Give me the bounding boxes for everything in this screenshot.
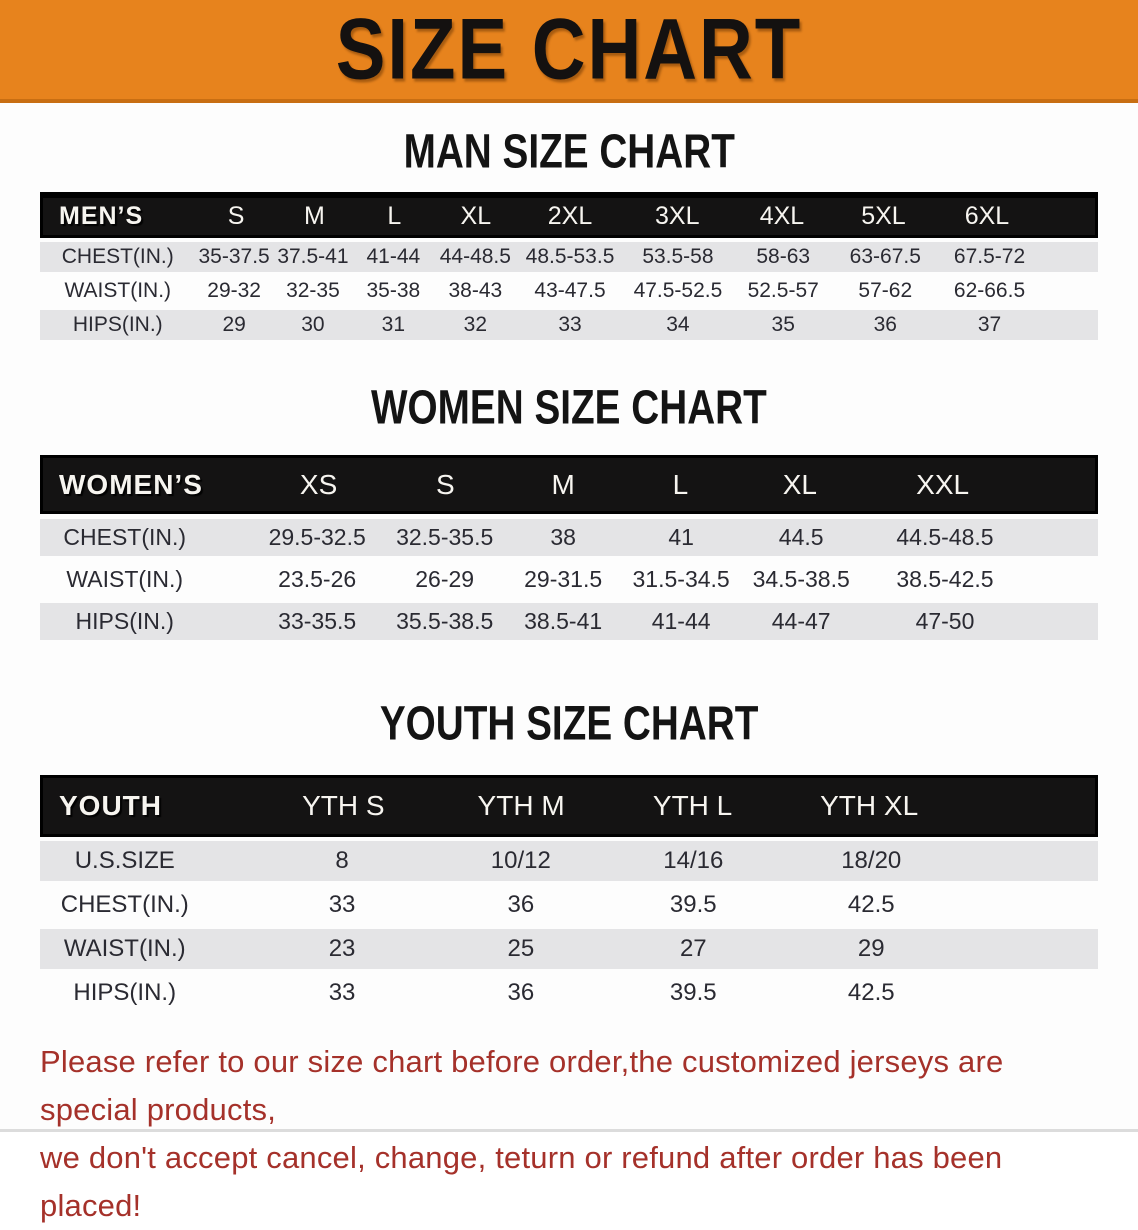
column-header: 3XL	[655, 202, 700, 230]
row-label: WAIST(IN.)	[63, 935, 186, 962]
cell-value: 44-48.5	[439, 245, 511, 268]
cell-value: 29	[857, 935, 885, 962]
table-row	[40, 973, 1098, 1013]
cell-value: 33	[328, 891, 356, 918]
cell-value: 23.5-26	[278, 566, 357, 592]
table-row	[40, 885, 1098, 925]
column-header: M	[303, 202, 325, 230]
table-row	[40, 841, 1098, 881]
column-header: XXL	[916, 468, 970, 500]
men-size-table	[40, 192, 1098, 340]
row-label: U.S.SIZE	[74, 847, 175, 874]
cell-value: 32	[463, 313, 488, 336]
column-header: YTH XL	[820, 790, 919, 821]
cell-value: 34	[666, 313, 690, 336]
cell-value: 53.5-58	[642, 245, 714, 268]
cell-value: 25	[507, 935, 535, 962]
cell-value: 38	[550, 524, 576, 550]
cell-value: 42.5	[847, 979, 895, 1006]
column-header: 2XL	[547, 202, 593, 230]
column-header: XL	[782, 468, 817, 500]
table-row	[40, 929, 1098, 969]
row-label: CHEST(IN.)	[63, 524, 187, 550]
cell-value: 14/16	[663, 847, 724, 874]
cell-value: 47-50	[915, 608, 975, 634]
title-banner	[0, 0, 1138, 103]
column-header: YTH M	[477, 790, 565, 821]
table-corner-label: YOUTH	[59, 790, 162, 821]
cell-value: 48.5-53.5	[525, 245, 615, 268]
row-label: CHEST(IN.)	[61, 245, 174, 268]
cell-value: 58-63	[756, 245, 811, 268]
women-section-heading	[0, 380, 1138, 435]
column-header: YTH S	[302, 790, 385, 821]
cell-value: 35-38	[366, 279, 421, 302]
cell-value: 38.5-42.5	[896, 566, 994, 592]
cell-value: 41-44	[366, 245, 421, 268]
footer-note-line2: we don't accept cancel, change, teturn or refund after order has been placed!	[40, 1140, 1003, 1223]
column-header: YTH L	[652, 790, 733, 821]
cell-value: 29.5-32.5	[268, 524, 366, 550]
cell-value: 44-47	[771, 608, 831, 634]
page-title: SIZE CHART	[335, 1, 803, 98]
cell-value: 36	[873, 313, 897, 336]
cell-value: 42.5	[847, 891, 895, 918]
column-header: 6XL	[964, 202, 1010, 230]
cell-value: 44.5-48.5	[896, 524, 994, 550]
row-label: WAIST(IN.)	[64, 279, 172, 302]
cell-value: 44.5	[778, 524, 824, 550]
women-size-table	[40, 455, 1098, 640]
table-corner-label: MEN’S	[59, 202, 144, 230]
column-header: L	[387, 202, 402, 230]
table-row	[40, 276, 1098, 306]
column-header: M	[551, 468, 575, 500]
table-row	[40, 603, 1098, 640]
cell-value: 39.5	[669, 979, 717, 1006]
cell-value: 62-66.5	[953, 279, 1026, 302]
column-header: S	[436, 468, 455, 500]
youth-size-table	[40, 775, 1098, 1013]
column-header: XS	[299, 468, 338, 500]
cell-value: 31	[381, 313, 406, 336]
column-header: 4XL	[759, 202, 805, 230]
row-label: HIPS(IN.)	[75, 608, 174, 634]
cell-value: 36	[507, 891, 535, 918]
cell-value: 31.5-34.5	[632, 566, 730, 592]
cell-value: 38-43	[448, 279, 503, 302]
row-label: HIPS(IN.)	[73, 979, 177, 1006]
cell-value: 43-47.5	[534, 279, 606, 302]
cell-value: 35-37.5	[198, 245, 270, 268]
cell-value: 35	[771, 313, 795, 336]
cell-value: 33	[328, 979, 356, 1006]
table-header-row	[40, 455, 1098, 514]
women-section-heading-text: WOMEN SIZE CHART	[371, 380, 767, 435]
table-row	[40, 242, 1098, 272]
cell-value: 29-31.5	[524, 566, 603, 592]
cell-value: 52.5-57	[747, 279, 819, 302]
column-header: 5XL	[861, 202, 906, 230]
cell-value: 29-32	[207, 279, 261, 302]
cell-value: 47.5-52.5	[633, 279, 723, 302]
cell-value: 26-29	[415, 566, 475, 592]
table-row	[40, 310, 1098, 340]
table-header-row	[40, 775, 1098, 837]
table-header-row	[40, 192, 1098, 238]
youth-section-heading	[0, 696, 1138, 751]
cell-value: 34.5-38.5	[752, 566, 850, 592]
table-corner-label: WOMEN’S	[59, 468, 203, 500]
men-section-heading-text: MAN SIZE CHART	[403, 124, 735, 179]
cell-value: 38.5-41	[524, 608, 603, 634]
cell-value: 29	[222, 313, 246, 336]
column-header: XL	[460, 202, 492, 230]
column-header: S	[227, 202, 245, 230]
cell-value: 37	[977, 313, 1002, 336]
cell-value: 23	[328, 935, 356, 962]
footer-note	[0, 1038, 1138, 1230]
cell-value: 57-62	[858, 279, 913, 302]
cell-value: 39.5	[669, 891, 717, 918]
cell-value: 33	[558, 313, 582, 336]
cell-value: 33-35.5	[278, 608, 357, 634]
footer-note-line1: Please refer to our size chart before order,the customized jerseys are special products,	[40, 1044, 1004, 1127]
cell-value: 41	[668, 524, 694, 550]
youth-section-heading-text: YOUTH SIZE CHART	[379, 696, 759, 751]
cell-value: 27	[679, 935, 707, 962]
men-section-heading	[0, 124, 1138, 179]
cell-value: 41-44	[651, 608, 711, 634]
row-label: CHEST(IN.)	[60, 891, 189, 918]
cell-value: 32-35	[286, 279, 340, 302]
column-header: L	[672, 468, 689, 500]
cell-value: 8	[335, 847, 349, 874]
row-label: WAIST(IN.)	[66, 566, 184, 592]
cell-value: 18/20	[841, 847, 902, 874]
cell-value: 37.5-41	[277, 245, 349, 268]
cell-value: 63-67.5	[849, 245, 921, 268]
cell-value: 30	[301, 313, 325, 336]
table-row	[40, 519, 1098, 556]
cell-value: 35.5-38.5	[396, 608, 494, 634]
row-label: HIPS(IN.)	[72, 313, 163, 336]
cell-value: 36	[507, 979, 535, 1006]
cell-value: 67.5-72	[953, 245, 1026, 268]
cell-value: 32.5-35.5	[396, 524, 494, 550]
table-row	[40, 561, 1098, 598]
cell-value: 10/12	[490, 847, 551, 874]
